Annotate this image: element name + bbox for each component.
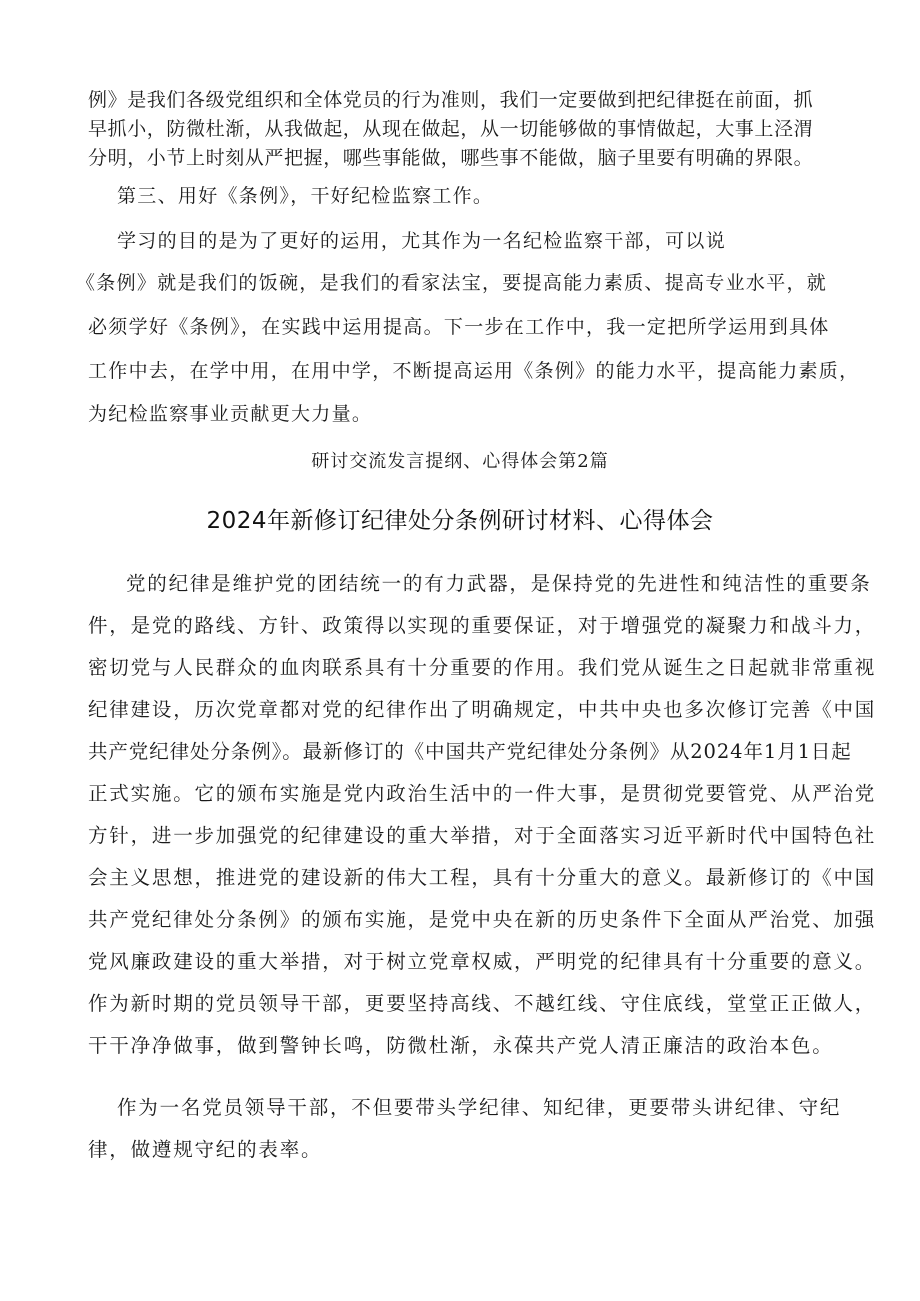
body-line: 学习的目的是为了更好的运用，尤其作为一名纪检监察干部，可以说 — [117, 230, 727, 252]
body-line: 共产党纪律处分条例》的颁布实施，是党中央在新的历史条件下全面从严治党、加强 — [88, 908, 877, 931]
body-line: 律，做遵规守纪的表率。 — [88, 1138, 323, 1161]
body-line: 密切党与人民群众的血肉联系具有十分重要的作用。我们党从诞生之日起就非常重视 — [88, 656, 877, 679]
body-line: 方针，进一步加强党的纪律建设的重大举措，对于全面落实习近平新时代中国特色社 — [88, 824, 877, 847]
body-line: 为纪检监察事业贡献更大力量。 — [88, 403, 373, 425]
body-line: 作为新时期的党员领导干部，更要坚持高线、不越红线、守住底线，堂堂正正做人， — [88, 992, 877, 1015]
body-line: 必须学好《条例》，在实践中运用提高。下一步在工作中，我一定把所学运用到具体 — [88, 316, 830, 338]
body-line: 作为一名党员领导干部，不但要带头学纪律、知纪律，更要带头讲纪律、守纪 — [117, 1096, 842, 1119]
article-label: 研讨交流发言提纲、心得体会第2篇 — [311, 451, 609, 472]
body-line: 共产党纪律处分条例》。最新修订的《中国共产党纪律处分条例》从2024年1月1日起 — [88, 740, 852, 763]
body-line: 《条例》就是我们的饭碗，是我们的看家法宝，要提高能力素质、提高专业水平，就 — [76, 272, 828, 294]
body-line: 分明，小节上时刻从严把握，哪些事能做，哪些事不能做，脑子里要有明确的界限。 — [88, 147, 814, 169]
section-heading: 第三、用好《条例》，干好纪检监察工作。 — [117, 185, 494, 207]
body-line: 早抓小，防微杜渐，从我做起，从现在做起，从一切能够做的事情做起，大事上泾渭 — [88, 118, 814, 140]
body-line: 会主义思想，推进党的建设新的伟大工程，具有十分重大的意义。最新修订的《中国 — [88, 866, 877, 889]
body-line: 干干净净做事，做到警钟长鸣，防微杜渐，永葆共产党人清正廉洁的政治本色。 — [88, 1034, 834, 1057]
body-line: 正式实施。它的颁布实施是党内政治生活中的一件大事，是贯彻党要管党、从严治党 — [88, 782, 877, 805]
body-line: 党的纪律是维护党的团结统一的有力武器，是保持党的先进性和纯洁性的重要条 — [126, 572, 872, 595]
article-title: 2024年新修订纪律处分条例研讨材料、心得体会 — [206, 508, 714, 534]
body-line: 工作中去，在学中用，在用中学，不断提高运用《条例》的能力水平，提高能力素质， — [88, 360, 860, 382]
body-line: 纪律建设，历次党章都对党的纪律作出了明确规定，中共中央也多次修订完善《中国 — [88, 698, 877, 721]
body-line: 件，是党的路线、方针、政策得以实现的重要保证，对于增强党的凝聚力和战斗力， — [88, 614, 877, 637]
body-line: 例》是我们各级党组织和全体党员的行为准则，我们一定要做到把纪律挺在前面，抓 — [88, 89, 814, 111]
body-line: 党风廉政建设的重大举措，对于树立党章权威，严明党的纪律具有十分重要的意义。 — [88, 950, 877, 973]
